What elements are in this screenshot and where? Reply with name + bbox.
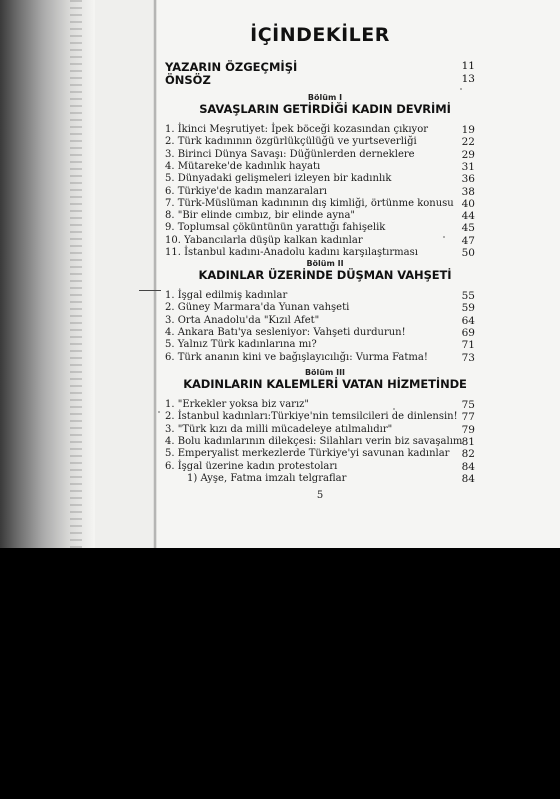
toc-entry-title: 1. İşgal edilmiş kadınlar	[165, 290, 288, 301]
toc-entry-page: 59	[461, 302, 475, 315]
toc-entry-title: 1. İkinci Meşrutiyet: İpek böceği kozasından çıkıyor	[165, 124, 429, 135]
toc-entry-page: 64	[461, 314, 475, 327]
toc-entry	[165, 436, 475, 448]
toc-entry-page: 69	[461, 326, 475, 339]
ink-speck	[158, 411, 160, 413]
toc-entry-page: 84	[461, 460, 475, 473]
part-label: Bölüm I	[307, 93, 343, 102]
toc-entry-page: 71	[461, 339, 475, 352]
toc-entry-page: 55	[461, 290, 475, 302]
toc-entry-title: 4. Ankara Batı'ya sesleniyor: Vahşeti durdurun!	[165, 326, 406, 338]
toc-entry-title: 2. Türk kadınının özgürlükçülüğü ve yurtseverliği	[165, 136, 417, 148]
toc-entry-title: 3. Orta Anadolu'da "Kızıl Afet"	[165, 314, 320, 326]
page-number: 5	[316, 490, 324, 501]
front-matter-row	[165, 60, 475, 74]
toc-entry-title: 2. Güney Marmara'da Yunan vahşeti	[165, 302, 350, 314]
toc-entry-title: 4. Bolu kadınlarının dilekçesi: Silahları verin biz savaşalım	[165, 435, 463, 447]
toc-entry-title: 5. Dünyadaki gelişmeleri izleyen bir kadınlık	[165, 173, 392, 185]
toc-entry	[165, 424, 475, 436]
toc-entry-title: 6. Türk ananın kini ve bağışlayıcılığı: Vurma Fatma!	[165, 351, 428, 363]
toc-entry-page: 79	[461, 423, 475, 436]
toc-entry-page: 73	[461, 351, 475, 364]
ink-speck	[393, 408, 395, 410]
toc-entry-title: 11. İstanbul kadını-Anadolu kadını karşılaştırması	[165, 247, 418, 258]
toc-entry	[165, 399, 475, 411]
front-matter-label: YAZARIN ÖZGEÇMİŞİ	[165, 60, 298, 74]
toc-entry-title: 4. Mütareke'de kadınlık hayatı	[165, 160, 321, 172]
toc-entry	[165, 352, 475, 364]
toc-entry-page: 38	[461, 185, 475, 198]
toc-entry	[165, 161, 475, 173]
toc-entry-page: 44	[461, 210, 475, 223]
toc-entry	[165, 222, 475, 234]
toc-entry	[165, 473, 475, 485]
toc-entry	[165, 411, 475, 423]
toc-entry-title: 3. "Türk kızı da milli mücadeleye atılmalıdır"	[165, 423, 393, 435]
part-title: KADINLARIN KALEMLERİ VATAN HİZMETİNDE	[183, 377, 467, 391]
toc-entry	[165, 302, 475, 314]
part-title: KADINLAR ÜZERİNDE DÜŞMAN VAHŞETİ	[198, 268, 452, 282]
toc-entry-page: 45	[461, 222, 475, 235]
toc-entry	[165, 198, 475, 210]
front-matter-label: ÖNSÖZ	[165, 73, 211, 87]
toc-entry-page: 47	[461, 234, 475, 247]
toc-entry-title: 9. Toplumsal çöküntünün yarattığı fahişelik	[165, 222, 386, 234]
toc-entry	[165, 210, 475, 222]
toc-entry	[165, 339, 475, 351]
toc-entry-title: 2. İstanbul kadınları:Türkiye'nin temsilcileri de dinlensin!	[165, 411, 458, 423]
toc-entry-page: 50	[461, 247, 475, 259]
toc-entry-page: 82	[461, 448, 475, 461]
toc-entry	[165, 186, 475, 198]
toc-entry-title: 5. Yalnız Türk kadınlarına mı?	[165, 339, 317, 351]
front-matter-page: 11	[461, 60, 475, 72]
margin-pencil-mark	[139, 290, 161, 291]
toc-entry-title: 3. Birinci Dünya Savaşı: Düğünlerden derneklere	[165, 148, 415, 160]
toc-entry-page: 29	[461, 148, 475, 161]
left-margin	[95, 0, 153, 548]
toc-entry	[165, 327, 475, 339]
part-title: SAVAŞLARIN GETİRDİĞİ KADIN DEVRİMİ	[199, 102, 451, 116]
toc-entry	[165, 136, 475, 148]
toc-entry-page: 22	[461, 136, 475, 149]
toc-entry	[165, 235, 475, 247]
front-matter-row	[165, 73, 475, 87]
toc-entry	[165, 124, 475, 136]
ink-speck	[443, 236, 445, 238]
toc-entry	[165, 461, 475, 473]
part-label: Bölüm III	[304, 368, 346, 377]
toc-entry-title: 7. Türk-Müslüman kadınının dış kimliği, örtünme konusu	[165, 197, 454, 209]
toc-entry-title: 6. Türkiye'de kadın manzaraları	[165, 185, 327, 197]
toc-entry-page: 81	[461, 435, 475, 448]
toc-entry	[165, 247, 475, 259]
toc-entry	[165, 290, 475, 302]
toc-entry-title: 6. İşgal üzerine kadın protestoları	[165, 460, 338, 472]
toc-entry	[165, 315, 475, 327]
toc-entry-page: 36	[461, 173, 475, 186]
toc-entry-page: 31	[461, 160, 475, 173]
part-label: Bölüm II	[306, 259, 344, 268]
toc-entry-page: 75	[461, 399, 475, 411]
toc-entry-title: 1) Ayşe, Fatma imzalı telgraflar	[187, 472, 347, 484]
toc-entry-title: 5. Emperyalist merkezlerde Türkiye'yi savunan kadınlar	[165, 448, 450, 460]
toc-entry-page: 19	[461, 124, 475, 136]
toc-entry	[165, 448, 475, 460]
toc-title: İÇİNDEKİLER	[250, 24, 390, 46]
front-matter-page: 13	[461, 73, 475, 85]
gutter-edge	[153, 0, 157, 548]
toc-entry-page: 84	[461, 472, 475, 485]
toc-entry-page: 77	[461, 411, 475, 424]
ink-speck	[460, 88, 462, 90]
spine-texture	[70, 0, 82, 548]
toc-entry	[165, 149, 475, 161]
toc-entry-title: 10. Yabancılarla düşüp kalkan kadınlar	[165, 234, 363, 246]
toc-entry	[165, 173, 475, 185]
toc-entry-title: 8. "Bir elinde cımbız, bir elinde ayna"	[165, 210, 356, 222]
toc-entry-page: 40	[461, 197, 475, 210]
toc-entry-title: 1. "Erkekler yoksa biz varız"	[165, 399, 310, 410]
